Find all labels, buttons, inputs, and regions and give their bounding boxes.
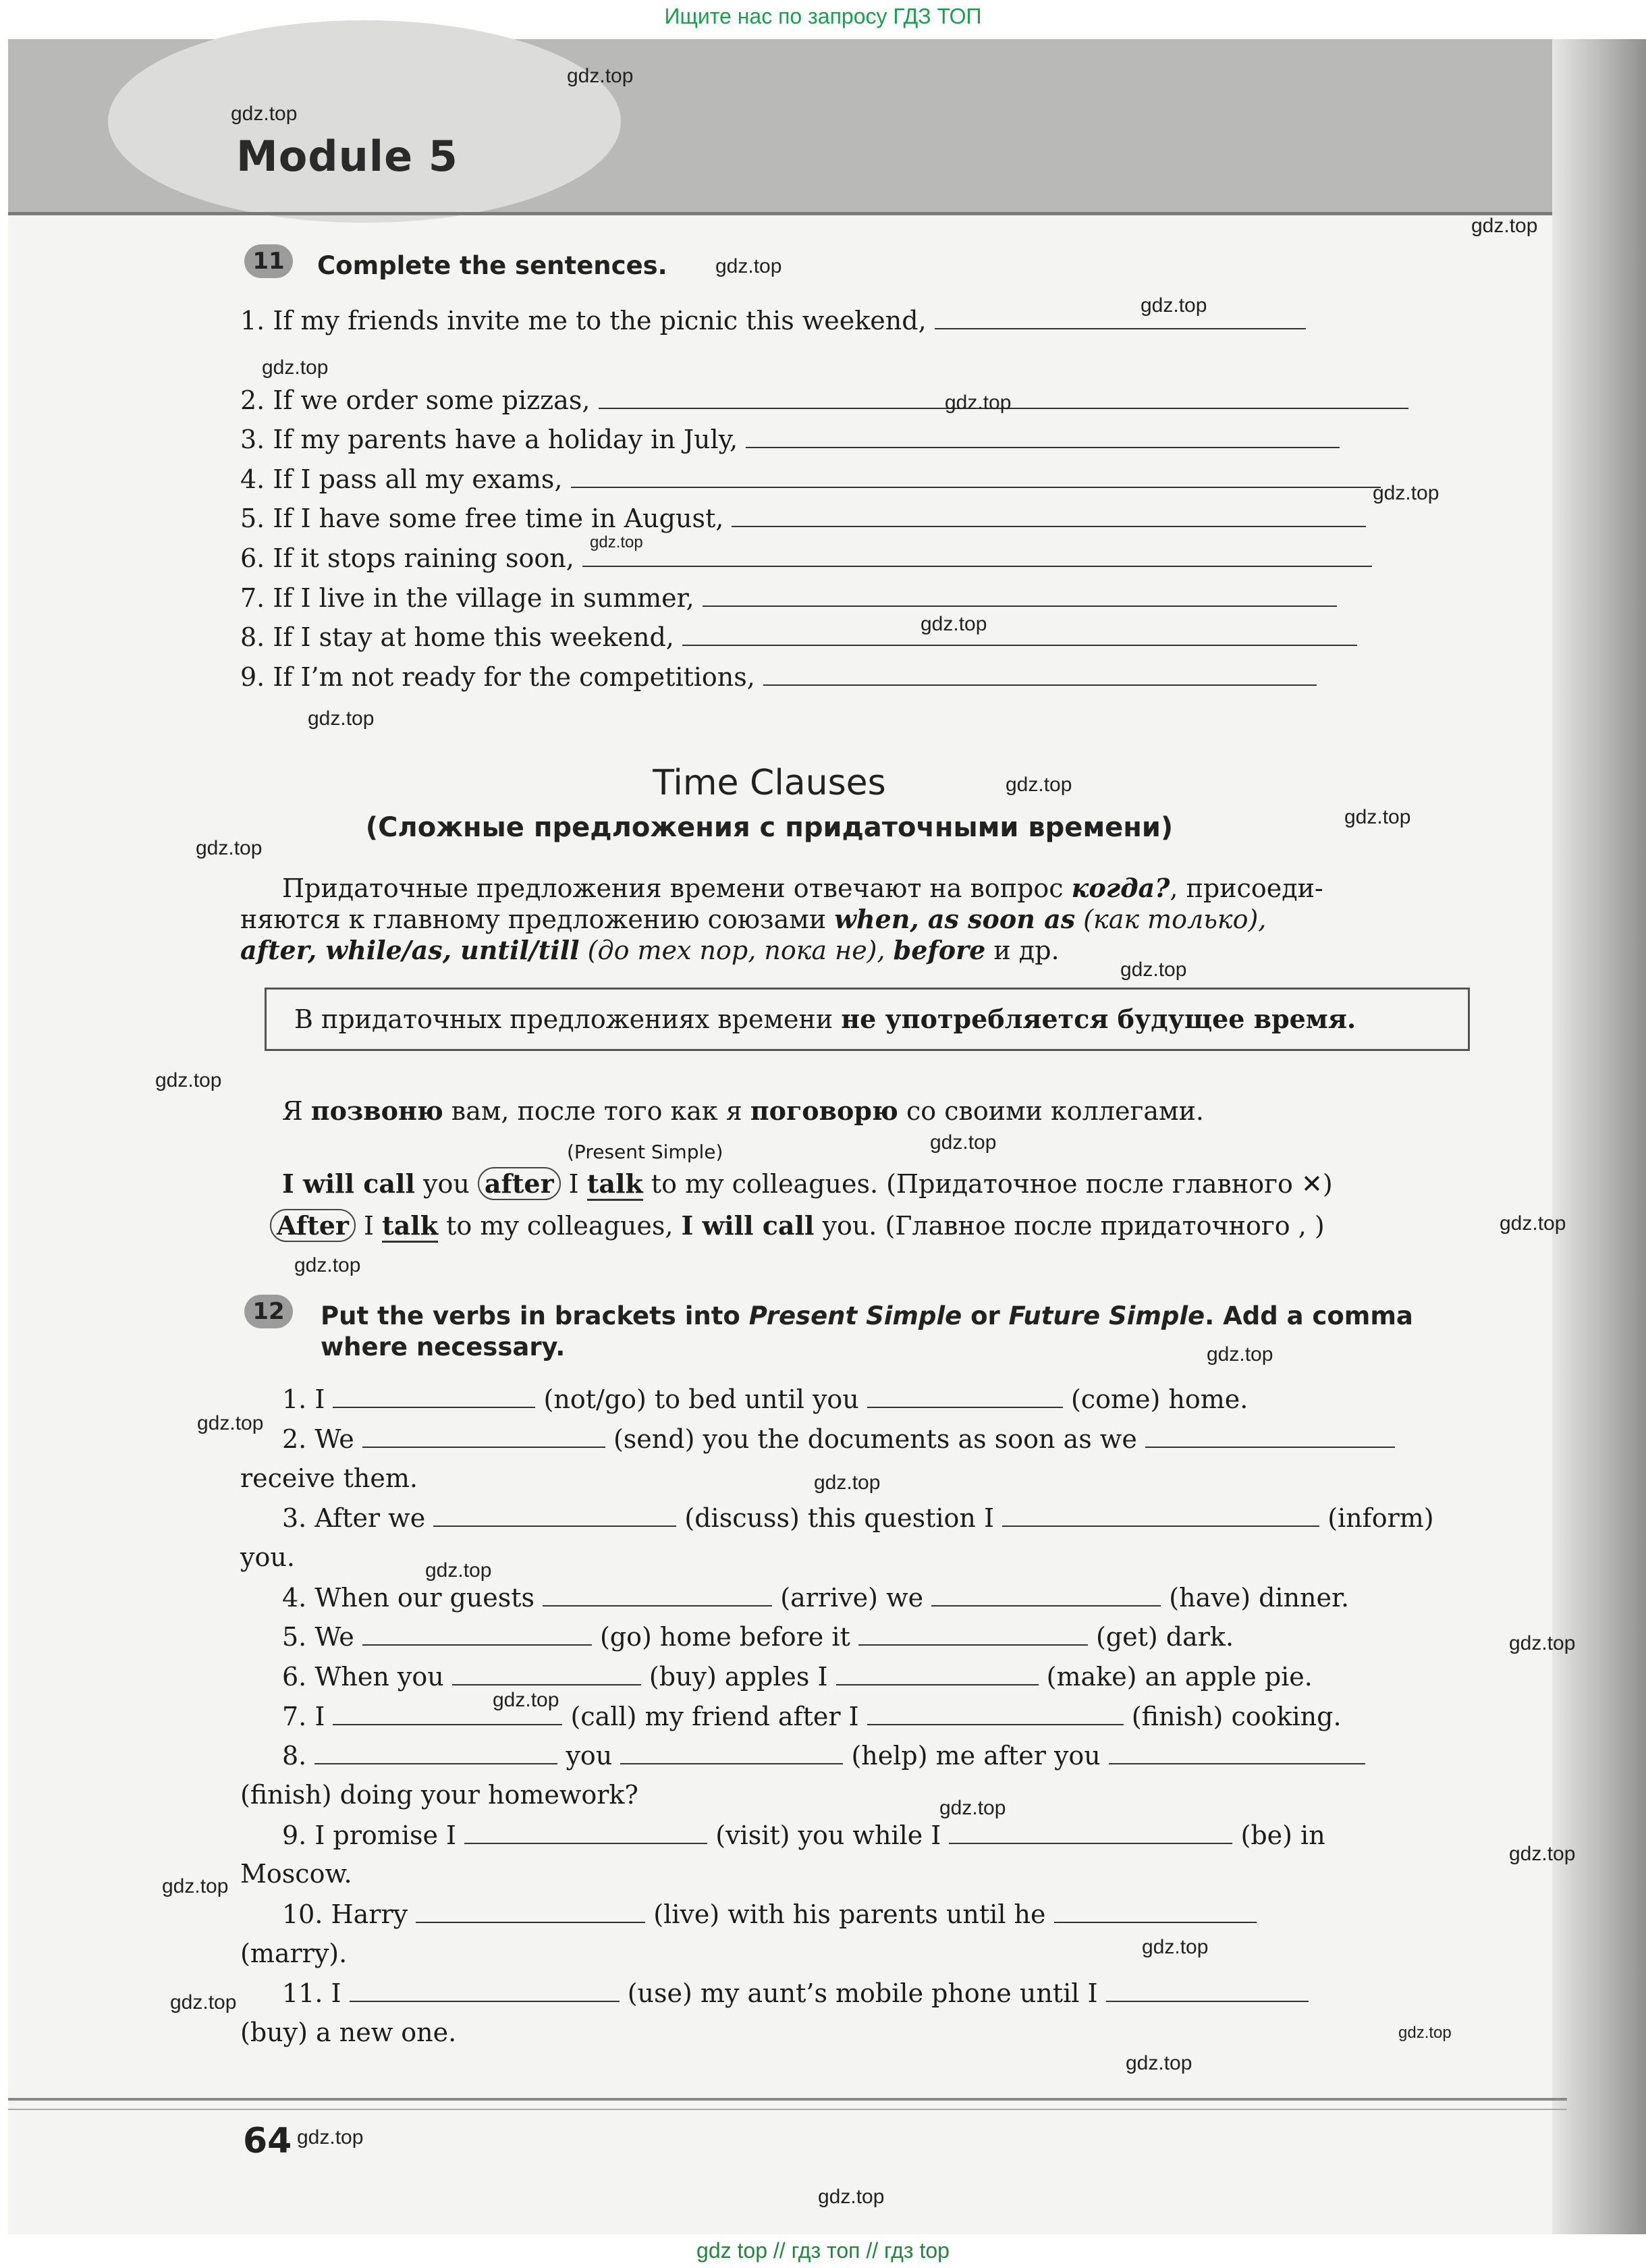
answer-blank[interactable] — [620, 1739, 843, 1764]
answer-blank[interactable] — [543, 1581, 772, 1606]
answer-blank[interactable] — [464, 1818, 707, 1844]
watermark: gdz.top — [308, 707, 375, 730]
task-12-item-4: 4. When our guests (arrive) we (have) dinner. — [282, 1581, 1349, 1614]
task-11-item-6: 6. If it stops raining soon, — [240, 541, 1372, 574]
top-banner[interactable]: Ищите нас по запросу ГДЗ ТОП — [0, 0, 1646, 35]
watermark: gdz.top — [715, 255, 782, 277]
answer-blank[interactable] — [732, 502, 1366, 527]
answer-blank[interactable] — [1109, 1739, 1365, 1764]
answer-blank[interactable] — [867, 1700, 1124, 1725]
watermark: gdz.top — [567, 65, 634, 87]
watermark: gdz.top — [1509, 1843, 1576, 1865]
answer-blank[interactable] — [1106, 1976, 1309, 2002]
watermark: gdz.top — [1373, 482, 1439, 504]
task-12-item-3-cont: you. — [240, 1542, 295, 1572]
watermark: gdz.top — [1141, 294, 1207, 317]
example-1: I will call you after I talk to my colleagues. (Придаточное после главного ✕) — [282, 1168, 1333, 1200]
rule-text: В придаточных предложениях времени не употребляется будущее время. — [294, 1004, 1356, 1034]
answer-blank[interactable] — [416, 1897, 645, 1923]
footer-rule-thin — [8, 2109, 1567, 2110]
task-12-item-7: 7. I (call) my friend after I (finish) cooking. — [282, 1700, 1342, 1733]
footer-rule — [8, 2098, 1567, 2101]
answer-blank[interactable] — [931, 1581, 1161, 1606]
answer-blank[interactable] — [362, 1422, 605, 1448]
task-11-item-4: 4. If I pass all my exams, — [240, 462, 1381, 495]
section-title: Time Clauses — [653, 763, 886, 803]
task-11-item-7: 7. If I live in the village in summer, — [240, 581, 1337, 614]
tense-note: (Present Simple) — [567, 1141, 723, 1163]
watermark: gdz.top — [197, 1412, 264, 1434]
answer-blank[interactable] — [858, 1620, 1088, 1646]
watermark: gdz.top — [1120, 959, 1187, 981]
watermark: gdz.top — [945, 392, 1012, 414]
watermark: gdz.top — [493, 1689, 559, 1711]
watermark: gdz.top — [294, 1254, 361, 1276]
answer-blank[interactable] — [314, 1739, 557, 1764]
intro-line-2: няются к главному предложению союзами when, as soon as (как только), — [240, 904, 1267, 934]
section-subtitle: (Сложные предложения с придаточными времени) — [365, 812, 1174, 843]
task-12-item-5: 5. We (go) home before it (get) dark. — [282, 1620, 1234, 1653]
watermark: gdz.top — [155, 1069, 222, 1091]
watermark: gdz.top — [921, 613, 987, 635]
watermark: gdz.top — [1471, 215, 1538, 237]
answer-blank[interactable] — [1054, 1897, 1257, 1923]
answer-blank[interactable] — [582, 541, 1372, 567]
intro-line-1: Придаточные предложения времени отвечают на вопрос когда?, присоеди- — [282, 873, 1323, 903]
watermark: gdz.top — [939, 1797, 1006, 1819]
task-11-item-1: 1. If my friends invite me to the picnic this weekend, — [240, 304, 1306, 337]
task-11-item-9: 9. If I’m not ready for the competitions, — [240, 660, 1317, 693]
answer-blank[interactable] — [1002, 1501, 1319, 1527]
watermark: gdz.top — [425, 1559, 492, 1582]
task-12-item-8-cont: (finish) doing your homework? — [240, 1780, 638, 1810]
answer-blank[interactable] — [935, 304, 1306, 329]
watermark: gdz.top — [1126, 2052, 1192, 2074]
watermark: gdz.top — [1344, 806, 1411, 828]
intro-line-3: after, while/as, until/till (до тех пор, пока не), before и др. — [240, 935, 1060, 965]
watermark: gdz.top — [231, 103, 298, 125]
task-12-item-11-cont: (buy) a new one. — [240, 2018, 457, 2047]
task-11-title: Complete the sentences. — [317, 251, 667, 280]
watermark: gdz.top — [297, 2126, 364, 2149]
task-11-item-3: 3. If my parents have a holiday in July, — [240, 423, 1340, 456]
answer-blank[interactable] — [836, 1660, 1039, 1685]
task-12-item-1: 1. I (not/go) to bed until you (come) home. — [282, 1382, 1248, 1415]
header-rule — [8, 212, 1581, 215]
task-12-badge: 12 — [244, 1295, 293, 1328]
answer-blank[interactable] — [867, 1382, 1063, 1408]
answer-blank[interactable] — [350, 1976, 620, 2002]
watermark: gdz.top — [818, 2186, 885, 2208]
task-12-item-3: 3. After we (discuss) this question I (inform) — [282, 1501, 1434, 1534]
watermark: gdz.top — [162, 1875, 229, 1897]
task-12-item-2-cont: receive them. — [240, 1463, 418, 1493]
bottom-banner[interactable]: gdz top // гдз топ // гдз top — [0, 2236, 1646, 2268]
cross-mark-icon: ✕ — [1301, 1169, 1323, 1199]
answer-blank[interactable] — [433, 1501, 676, 1527]
task-12-item-6: 6. When you (buy) apples I (make) an apple pie. — [282, 1660, 1313, 1693]
watermark: gdz.top — [930, 1131, 997, 1154]
task-12-title-line-2: where necessary. — [321, 1332, 566, 1361]
page-spine-shadow — [1552, 39, 1646, 2234]
watermark: gdz.top — [1142, 1936, 1209, 1958]
header-decoration — [108, 20, 621, 223]
answer-blank[interactable] — [949, 1818, 1232, 1844]
example-russian: Я позвоню вам, после того как я поговорю со своими коллегами. — [282, 1096, 1204, 1126]
answer-blank[interactable] — [362, 1620, 592, 1646]
task-11-badge: 11 — [244, 244, 293, 278]
module-title: Module 5 — [236, 132, 458, 181]
answer-blank[interactable] — [682, 620, 1357, 646]
example-2: After I talk to my colleagues, I will call you. (Главное после придаточного , ) — [270, 1210, 1325, 1242]
task-12-item-9-cont: Moscow. — [240, 1859, 352, 1889]
watermark: gdz.top — [196, 837, 263, 859]
watermark: gdz.top — [262, 356, 329, 379]
task-12-item-8: 8. you (help) me after you — [282, 1739, 1365, 1772]
answer-blank[interactable] — [746, 423, 1340, 448]
answer-blank[interactable] — [333, 1382, 535, 1408]
task-12-item-10: 10. Harry (live) with his parents until he — [282, 1897, 1257, 1931]
task-12-item-10-cont: (marry). — [240, 1939, 348, 1968]
task-11-item-5: 5. If I have some free time in August, — [240, 502, 1366, 535]
page-number: 64 — [243, 2121, 292, 2161]
watermark: gdz.top — [814, 1472, 881, 1494]
watermark: gdz.top — [1509, 1632, 1576, 1654]
task-12-item-11: 11. I (use) my aunt’s mobile phone until I — [282, 1976, 1309, 2009]
answer-blank[interactable] — [703, 581, 1337, 607]
watermark: gdz.top — [1500, 1212, 1566, 1235]
answer-blank[interactable] — [571, 462, 1381, 488]
task-12-title: Put the verbs in brackets into Present Simple or Future Simple. Add a comma — [321, 1301, 1413, 1330]
task-11-item-2: 2. If we order some pizzas, — [240, 383, 1408, 416]
answer-blank[interactable] — [452, 1660, 641, 1685]
answer-blank[interactable] — [763, 660, 1317, 686]
task-12-item-9: 9. I promise I (visit) you while I (be) in — [282, 1818, 1325, 1852]
watermark: gdz.top — [1207, 1343, 1273, 1366]
watermark: gdz.top — [1006, 774, 1072, 796]
answer-blank[interactable] — [1145, 1422, 1395, 1448]
watermark: gdz.top — [1398, 2024, 1452, 2042]
watermark: gdz.top — [590, 533, 643, 551]
watermark: gdz.top — [170, 1991, 237, 2014]
task-11-item-8: 8. If I stay at home this weekend, — [240, 620, 1357, 653]
task-12-item-2: 2. We (send) you the documents as soon as we — [282, 1422, 1395, 1455]
